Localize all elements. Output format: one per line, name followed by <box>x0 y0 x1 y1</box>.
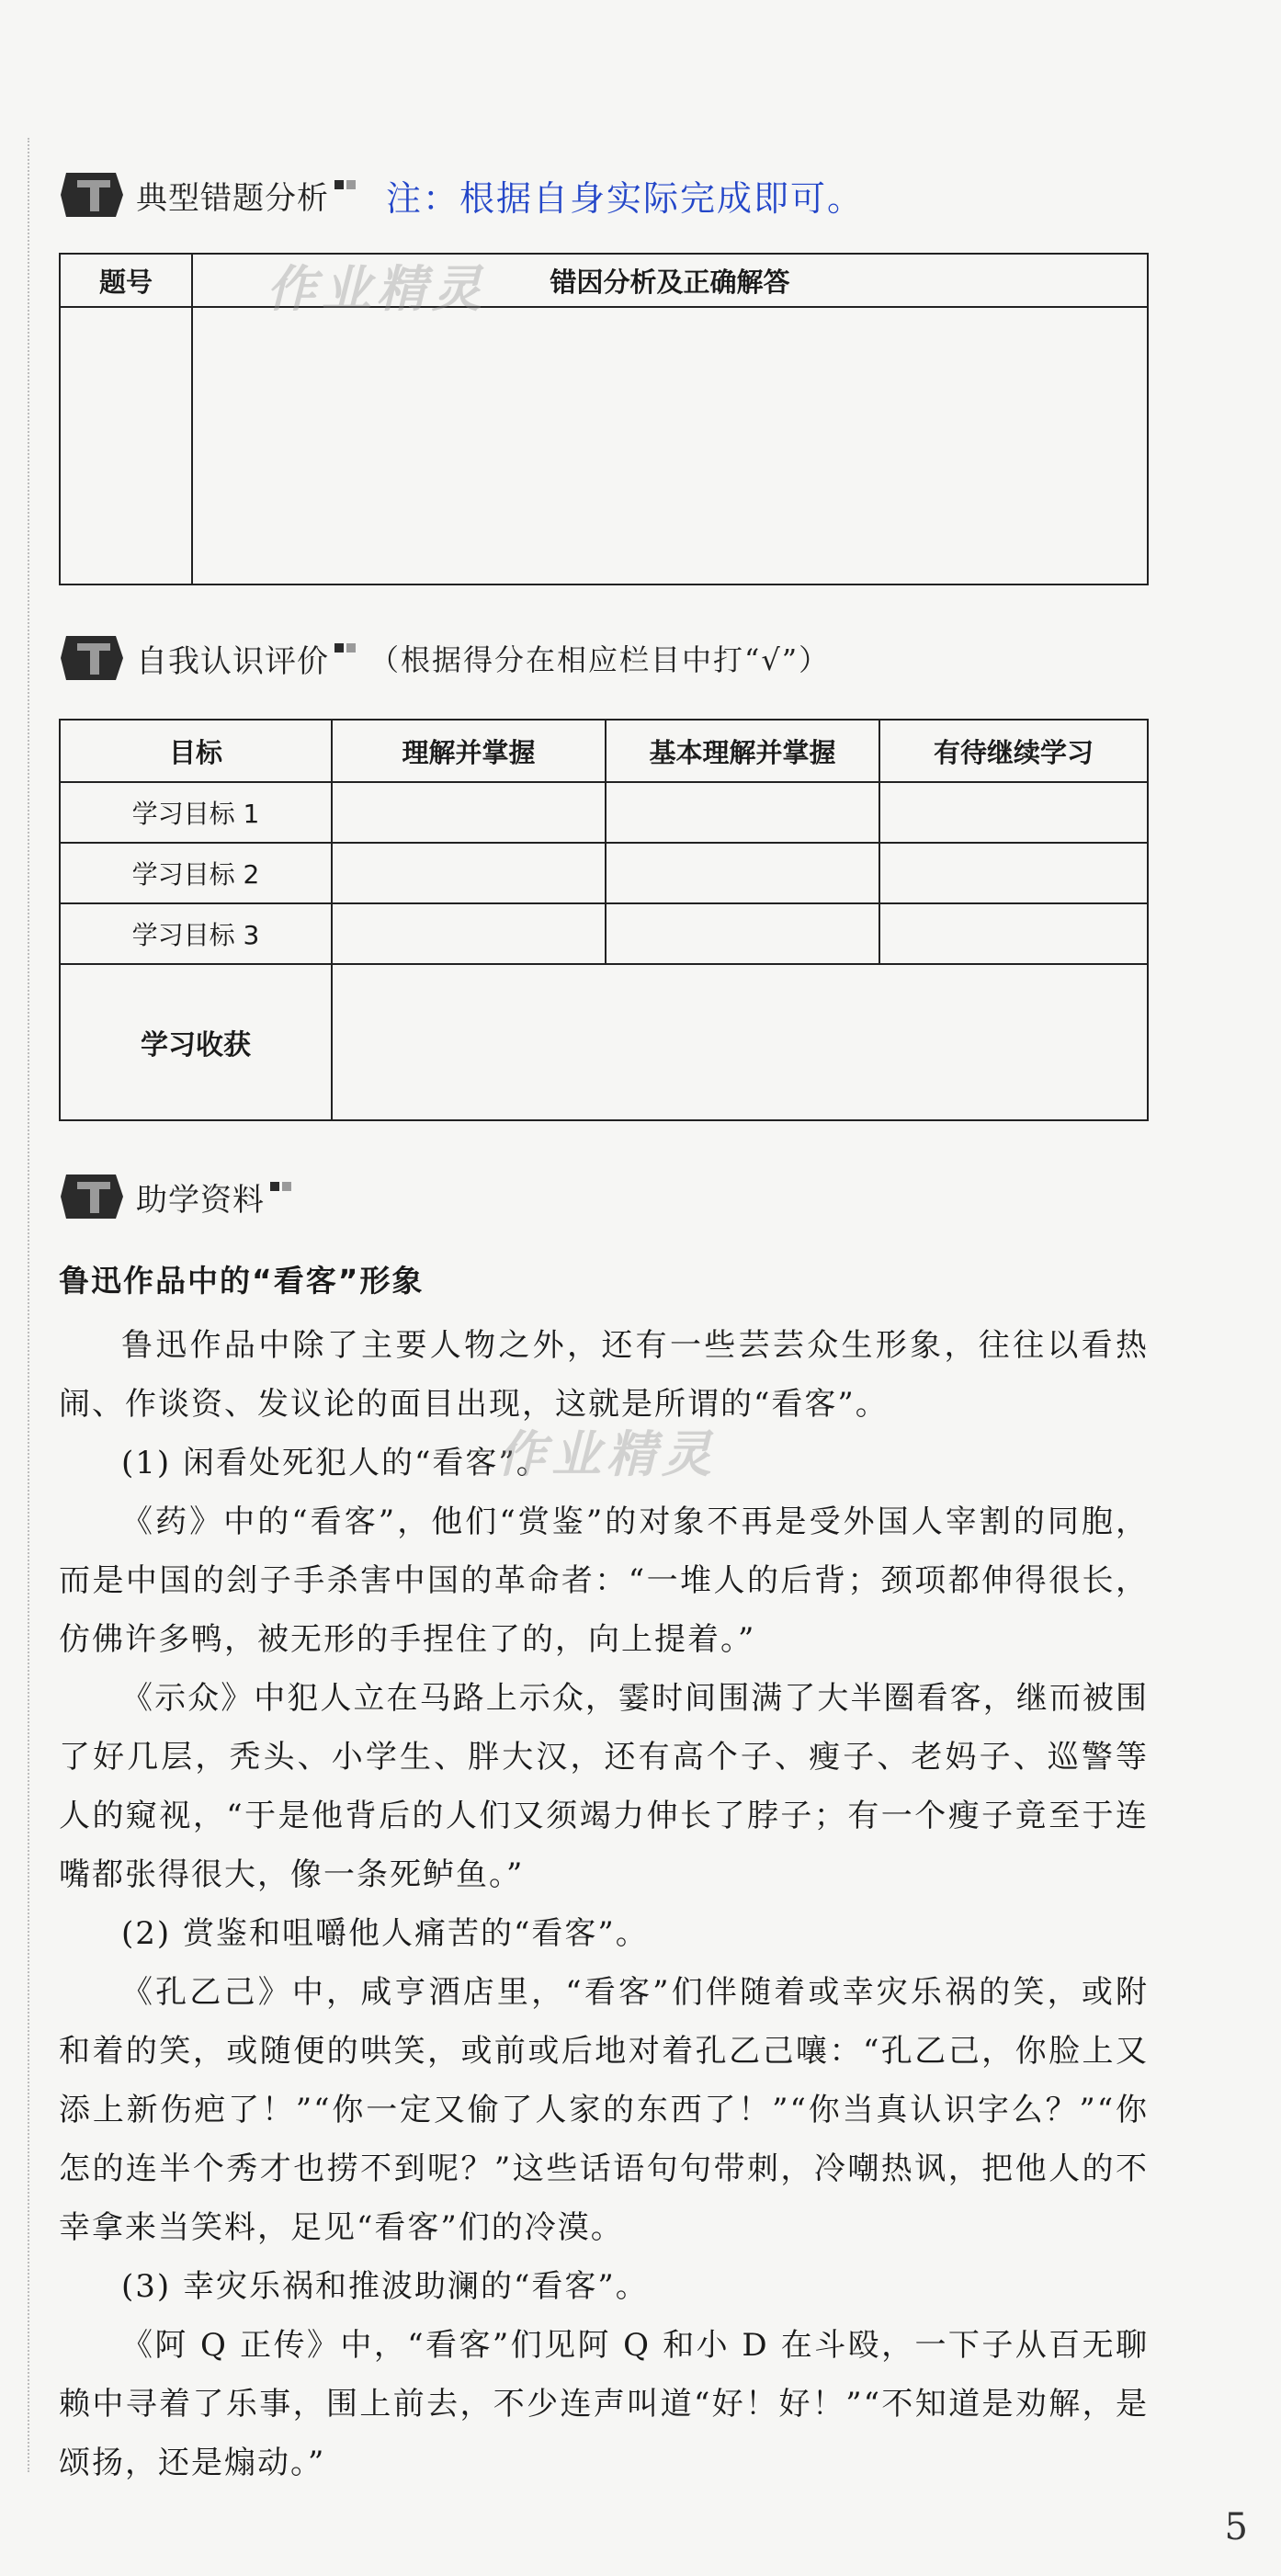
paragraph: 《示众》中犯人立在马路上示众，霎时间围满了大半圈看客，继而被围了好几层，秃头、小学生、胖大汉，还有高个子、瘦子、老妈子、巡警等人的窥视，“于是他背后的人们又须竭力伸长了脖子；有一个瘦子竟至于连嘴都张得很大，像一条死鲈鱼。” <box>59 1680 1149 1893</box>
decor-squares-icon <box>270 1182 294 1191</box>
article-title: 鲁迅作品中的“看客”形象 <box>59 1263 425 1299</box>
paragraph: 《阿 Q 正传》中，“看客”们见阿 Q 和小 D 在斗殴，一下子从百无聊赖中寻着了乐事，围上前去，不少连声叫道“好！好！”“不知道是劝解，是颂扬，还是煽动。” <box>59 2327 1149 2481</box>
decor-squares-icon <box>334 643 358 653</box>
check-cell[interactable] <box>606 782 879 843</box>
subheading: (2) 赏鉴和咀嚼他人痛苦的“看客”。 <box>121 1915 649 1952</box>
table-header-analysis: 错因分析及正确解答 <box>192 254 1148 307</box>
section-title: 助学资料 <box>136 1181 265 1219</box>
table-header-basic: 基本理解并掌握 <box>606 720 879 782</box>
handwritten-note: 注：根据自身实际完成即可。 <box>386 177 865 219</box>
table-row <box>60 964 1148 1120</box>
check-cell[interactable] <box>332 782 606 843</box>
paragraph: 鲁迅作品中除了主要人物之外，还有一些芸芸众生形象，往往以看热闹、作谈资、发议论的面目出现，这就是所谓的“看客”。 <box>59 1327 1149 1423</box>
margin-dotted-line <box>28 138 29 2472</box>
cell-question-no[interactable] <box>60 307 192 584</box>
section-badge-icon <box>59 167 125 222</box>
table-header-goal: 目标 <box>60 720 332 782</box>
check-cell[interactable] <box>879 843 1148 903</box>
table-row <box>60 843 1148 903</box>
gain-label: 学习收获 <box>60 964 332 1120</box>
section-header-self-evaluation <box>59 621 830 695</box>
section-title: 自我认识评价 <box>136 642 329 680</box>
decor-squares-icon <box>334 180 358 189</box>
page-number: 5 <box>1224 2506 1248 2548</box>
check-cell[interactable] <box>332 903 606 964</box>
subheading: (1) 闲看处死犯人的“看客”。 <box>121 1445 550 1481</box>
subheading: (3) 幸灾乐祸和推波助澜的“看客”。 <box>121 2268 649 2305</box>
check-cell[interactable] <box>606 903 879 964</box>
section-title: 典型错题分析 <box>136 179 329 217</box>
check-cell[interactable] <box>606 843 879 903</box>
table-row <box>60 903 1148 964</box>
table-row <box>60 782 1148 843</box>
table-header-mastered: 理解并掌握 <box>332 720 606 782</box>
self-evaluation-table <box>59 719 1149 1121</box>
table-header-question-no: 题号 <box>60 254 192 307</box>
section-badge-icon <box>59 630 125 686</box>
section-header-error-analysis <box>59 158 864 232</box>
section-badge-icon <box>59 1169 125 1224</box>
check-cell[interactable] <box>332 843 606 903</box>
check-cell[interactable] <box>879 903 1148 964</box>
section-hint: （根据得分在相应栏目中打“√”） <box>369 642 831 677</box>
row-label: 学习目标 1 <box>60 782 332 843</box>
watermark: 作业精灵 <box>266 260 487 318</box>
watermark: 作业精灵 <box>496 1425 717 1483</box>
row-label: 学习目标 3 <box>60 903 332 964</box>
cell-analysis[interactable] <box>192 307 1148 584</box>
check-cell[interactable] <box>879 782 1148 843</box>
section-header-resources <box>59 1160 294 1233</box>
row-label: 学习目标 2 <box>60 843 332 903</box>
gain-cell[interactable] <box>332 964 1148 1120</box>
error-analysis-table <box>59 253 1149 585</box>
table-header-continue: 有待继续学习 <box>879 720 1148 782</box>
paragraph: 《药》中的“看客”，他们“赏鉴”的对象不再是受外国人宰割的同胞，而是中国的刽子手杀害中国的革命者：“一堆人的后背；颈项都伸得很长，仿佛许多鸭，被无形的手捏住了的，向上提着。” <box>59 1504 1149 1658</box>
paragraph: 《孔乙己》中，咸亨酒店里，“看客”们伴随着或幸灾乐祸的笑，或附和着的笑，或随便的哄笑，或前或后地对着孔乙己嚷：“孔乙己，你脸上又添上新伤疤了！”“你一定又偷了人家的东西了！”“你当真认识字么？”“你怎的连半个秀才也捞不到呢？”这些话语句句带刺，冷嘲热讽，把他人的不幸拿来当笑料，足见“看客”们的冷漠。 <box>59 1974 1149 2246</box>
